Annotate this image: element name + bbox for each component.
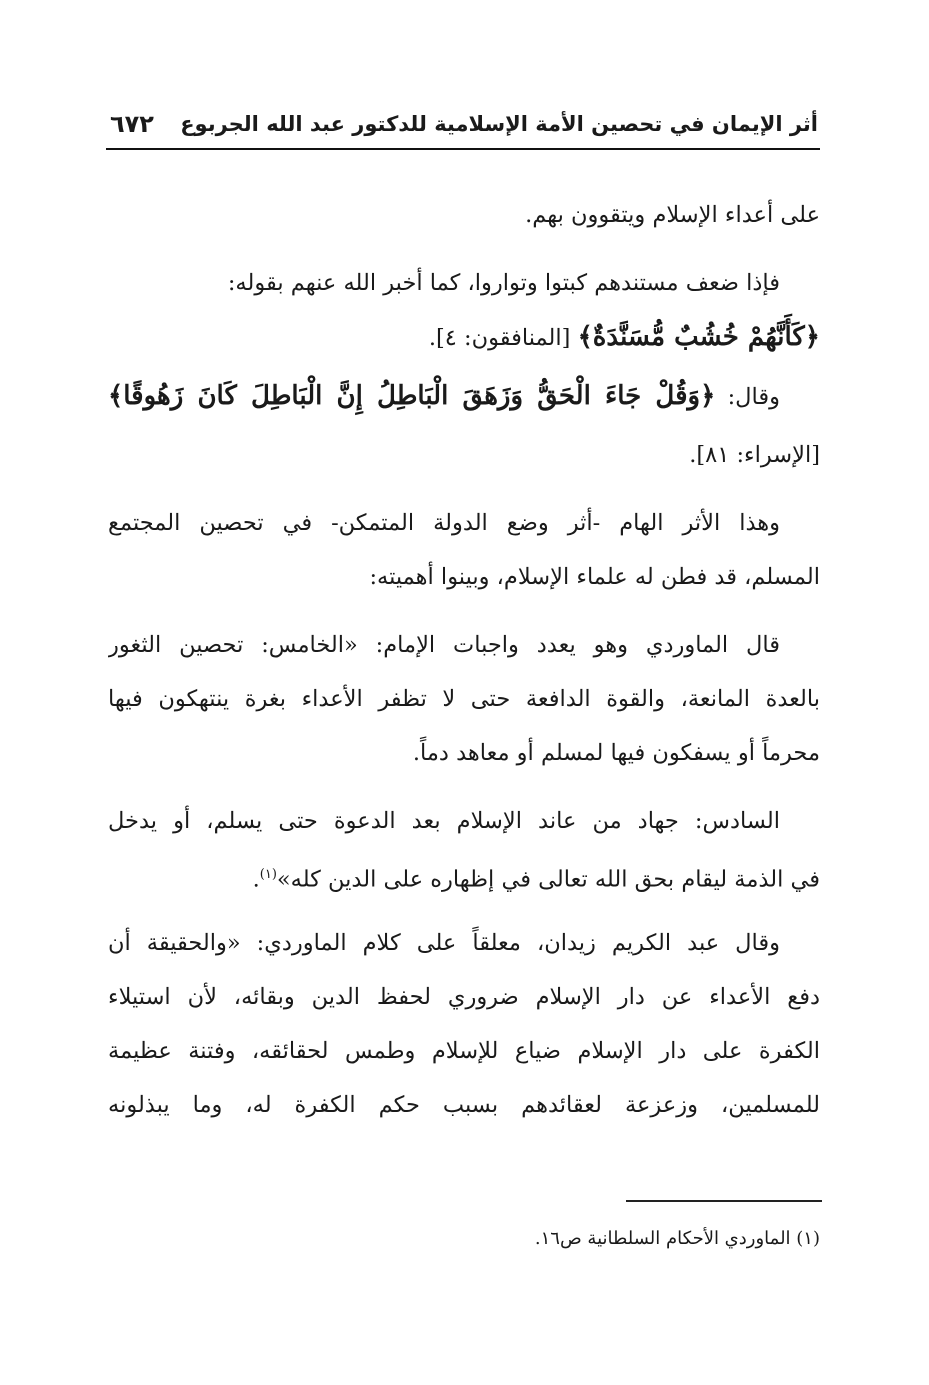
- text-run: المسلم، قد فطن له علماء الإسلام، وبينوا أهميته:: [369, 564, 820, 590]
- text-run: على أعداء الإسلام ويتقوون بهم.: [525, 202, 820, 228]
- text-run: بالعدة المانعة، والقوة الدافعة حتى لا تظفر الأعداء بغرة ينتهكون فيها: [108, 686, 820, 712]
- paragraph-3-line-1: [108, 364, 820, 428]
- paragraph-2-line-2: [108, 310, 820, 364]
- text-run: السادس: جهاد من عاند الإسلام بعد الدعوة حتى يسلم، أو يدخل: [108, 808, 781, 834]
- paragraph-5-line-1: [108, 618, 820, 672]
- verse-reference: [الإسراء: ٨١].: [689, 442, 820, 468]
- page-number: ٦٧٢: [110, 110, 154, 138]
- text-run: فإذا ضعف مستندهم كبتوا وتواروا، كما أخبر الله عنهم بقوله:: [227, 270, 780, 296]
- paragraph-7-line-2: [108, 970, 820, 1024]
- text-run: قال الماوردي وهو يعدد واجبات الإمام: «الخامس: تحصين الثغور: [108, 632, 780, 658]
- footnote-separator: [626, 1200, 822, 1202]
- header-title: أثر الإيمان في تحصين الأمة الإسلامية للدكتور عبد الله الجربوع: [180, 112, 818, 136]
- text-run: في الذمة ليقام بحق الله تعالى في إظهاره على الدين كله»: [276, 866, 820, 893]
- text-run: وقال:: [715, 384, 781, 410]
- paragraph-5-line-2: [108, 672, 820, 726]
- paragraph-4-line-1: [108, 496, 820, 550]
- paragraph-7-line-1: [108, 916, 820, 970]
- footnote-1: (١) الماوردي الأحكام السلطانية ص١٦.: [534, 1228, 820, 1249]
- text-run: للمسلمين، وزعزعة لعقائدهم بسبب حكم الكفرة له، وما يبذلونه: [108, 1092, 820, 1118]
- quran-verse: ﴿كَأَنَّهُمْ خُشُبٌ مُّسَنَّدَةٌ﴾: [577, 322, 820, 352]
- quran-verse: ﴿وَقُلْ جَاءَ الْحَقُّ وَزَهَقَ الْبَاطِلُ إِنَّ الْبَاطِلَ كَانَ زَهُوقًا﴾: [108, 381, 716, 411]
- paragraph-6-line-1: [108, 794, 820, 848]
- paragraph-1-line-1: [108, 188, 820, 242]
- footnote-marker[interactable]: (١): [259, 867, 277, 882]
- text-run: دفع الأعداء عن دار الإسلام ضروري لحفظ الدين وبقائه، لأن استيلاء: [108, 984, 820, 1010]
- paragraph-7-line-3: [108, 1024, 820, 1078]
- text-run: محرماً أو يسفكون فيها لمسلم أو معاهد دماً.: [412, 740, 820, 766]
- paragraph-3-line-2: [108, 428, 820, 482]
- paragraph-2-line-1: [108, 256, 820, 310]
- verse-reference: [المنافقون: ٤].: [428, 325, 578, 351]
- paragraph-7-line-4: [108, 1078, 820, 1132]
- text-run: .: [252, 866, 260, 893]
- text-run: الكفرة على دار الإسلام ضياع للإسلام وطمس لحقائقه، وفتنة عظيمة: [108, 1038, 820, 1064]
- text-run: وهذا الأثر الهام -أثر وضع الدولة المتمكن- في تحصين المجتمع: [108, 510, 780, 536]
- paragraph-5-line-3: [108, 726, 820, 780]
- paragraph-6-line-2: [108, 848, 820, 902]
- body-text: [108, 188, 820, 1132]
- running-header: [106, 106, 820, 150]
- paragraph-4-line-2: [108, 550, 820, 604]
- text-run: وقال عبد الكريم زيدان، معلقاً على كلام الماوردي: «والحقيقة أن: [108, 930, 780, 956]
